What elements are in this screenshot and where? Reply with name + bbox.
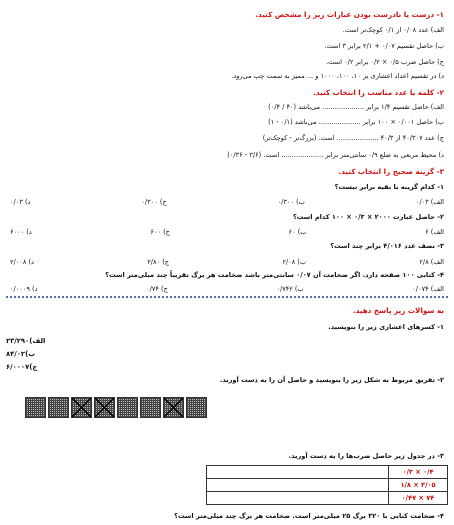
q2-item-b: ب) حاصل ۰/۰۰۱ × ۱۰۰ برابر .................... می‌باشد (۰/۱ - ۱)	[268, 118, 444, 126]
q3-sub4-option-b[interactable]: ب) ۰/۷۴۲	[276, 285, 304, 293]
q3-sub3-option-a[interactable]: الف) ۲/۸	[419, 258, 444, 266]
q1-title: ۱- درست یا نادرست بودن عبارات زیر را مشخص کنید.	[255, 10, 444, 19]
q3-sub3-option-d[interactable]: د) ۲/۰۰۸	[10, 258, 34, 266]
q1-item-d: د) در تقسیم اعداد اعشاری بر ۱۰، ۱۰۰، ۱۰۰۰ و ... ممیز به سمت چپ می‌رود.	[231, 72, 444, 80]
hundred-grids-figure	[25, 397, 207, 418]
q3-sub4-options	[10, 285, 444, 293]
q2-item-a: الف) حاصل تقسیم ۱/۴ برابر .................... می‌باشد (۴۰ / ۰/۴)	[268, 103, 444, 111]
section-divider	[6, 296, 448, 298]
grid-3-crossed	[71, 397, 92, 418]
expr-3: ۷۴ × ۰/۴۷	[389, 492, 448, 505]
q4-value-b: ۸۴/۰۲(ب	[6, 350, 36, 358]
answer-cell-1[interactable]	[207, 466, 389, 479]
q4-sub3: ۳- در جدول زیر حاصل ضرب‌ها را به دست آورید.	[288, 452, 444, 460]
q4-sub2: ۲- تفریق مربوط به شکل زیر را بنویسید و حاصل آن را به دست آورید.	[219, 376, 444, 384]
q3-sub2-options	[10, 228, 444, 236]
q3-sub4-option-c[interactable]: ج) ۰/۷۴	[146, 285, 168, 293]
q3-sub4-question: ۴- کتابی ۱۰۰ صفحه دارد. اگر ضخامت آن ۰/۰۷ سانتی‌متر باشد ضخامت هر برگ تقریباً چند میلی‌متر است؟	[105, 271, 444, 279]
q3-sub1-option-d[interactable]: د) ۰/۰۳	[10, 198, 31, 206]
q3-sub1-option-a[interactable]: الف) ۰/۰۳	[415, 198, 444, 206]
q1-item-b: ب) حاصل تقسیم ۰/۰۷ + ۲/۱ برابر ۳ است.	[324, 42, 444, 50]
q2-item-c: ج) عدد ۴۰/۳۰۷ از ۴۰/۳ .................... است. (بزرگ‌تر - کوچک‌تر)	[262, 134, 444, 142]
q3-sub2-question: ۲- حاصل عبارت ۲۰۰۰ × ۰/۳ × ۱۰۰ کدام است؟	[292, 213, 444, 221]
q4-sub4: ۴- ضخامت کتابی با ۳۲۰ برگ ۲۵ میلی‌متر است. ضخامت هر برگ چند میلی‌متر است؟	[174, 512, 444, 520]
q3-sub3-question: ۳- نصف عدد ۴/۰۱۶ برابر چند است؟	[330, 242, 444, 250]
q3-sub1-question: ۱- کدام گزینه با بقیه برابر نیست؟	[334, 183, 444, 191]
multiplication-table	[206, 465, 448, 505]
q2-title: ۲- کلمه یا عدد مناسب را انتخاب کنید.	[313, 88, 444, 97]
grid-5	[117, 397, 138, 418]
q3-sub2-option-c[interactable]: ج) ۶۰۰	[150, 228, 170, 236]
q4-value-a: ۲۳/۲۹۰(الف	[6, 337, 46, 345]
grid-7-crossed	[163, 397, 184, 418]
q3-sub2-option-b[interactable]: ب) ۶۰	[288, 228, 307, 236]
answer-cell-2[interactable]	[207, 479, 389, 492]
q3-sub1-options	[10, 198, 444, 206]
q1-item-a: الف) عدد ۰/۰۸ از ۰/۱ کوچک‌تر است.	[342, 26, 444, 34]
expr-1: ۰/۴ × ۰/۳	[389, 466, 448, 479]
q1-item-c: ج) حاصل ضرب ۰/۵ × ۰/۲ برابر ۰/۲ است.	[326, 58, 444, 66]
q3-sub1-option-c[interactable]: ج) ۰/۳۰۰	[141, 198, 167, 206]
grid-6	[140, 397, 161, 418]
q3-sub3-option-c[interactable]: ج) ۲/۸۰	[147, 258, 170, 266]
expr-2: ۳/۰۵ × ۱/۸	[389, 479, 448, 492]
grid-2	[48, 397, 69, 418]
q3-sub2-option-a[interactable]: الف) ۶	[425, 228, 444, 236]
grid-1	[25, 397, 46, 418]
q3-title: ۳- گزینه صحیح را انتخاب کنید.	[338, 167, 444, 176]
answer-cell-3[interactable]	[207, 492, 389, 505]
q3-sub4-option-d[interactable]: د) ۰/۰۰۰۹	[10, 285, 38, 293]
grid-8	[186, 397, 207, 418]
q3-sub3-option-b[interactable]: ب) ۲/۰۸	[282, 258, 307, 266]
grid-4-crossed	[94, 397, 115, 418]
q4-sub1: ۱- کسرهای اعشاری زیر را بنویسید.	[328, 323, 444, 331]
q3-sub4-option-a[interactable]: الف) ۰/۰۷۴	[412, 285, 444, 293]
q3-sub1-option-b[interactable]: ب) ۰/۳۰۰	[277, 198, 305, 206]
q3-sub3-options	[10, 258, 444, 266]
q4-title: به سوالات زیر پاسخ دهید.	[352, 306, 444, 315]
q2-item-d: د) محیط مربعی به ضلع ۰/۹ سانتی‌متر برابر .................... است. (۳/۶ - ۰/۳۶)	[227, 151, 444, 159]
q3-sub2-option-d[interactable]: د) ۶۰۰۰	[10, 228, 32, 236]
q4-value-c: ۶/۰۰۰۷(ج	[6, 363, 38, 371]
